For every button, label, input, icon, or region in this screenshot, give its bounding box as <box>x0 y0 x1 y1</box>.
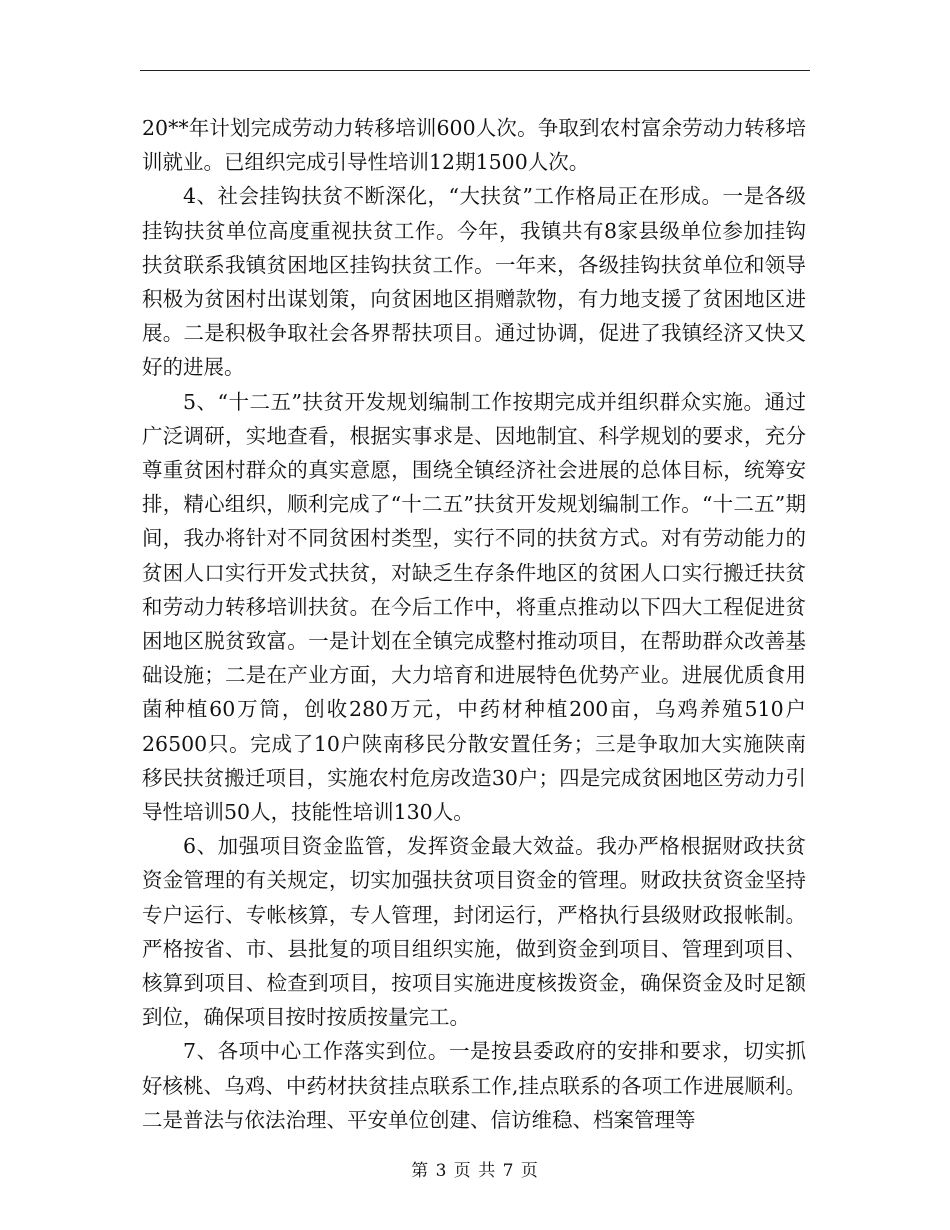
paragraph-6: 6、加强项目资金监管，发挥资金最大效益。我办严格根据财政扶贫资金管理的有关规定，切实加强扶贫项目资金的管理。财政扶贫资金坚持专户运行、专帐核算，专人管理，封闭运行，严格执行县级财政报帐制。严格按省、市、县批复的项目组织实施，做到资金到项目、管理到项目、核算到项目、检查到项目，按项目实施进度核拨资金，确保资金及时足额到位，确保项目按时按质按量完工。 <box>142 834 806 1030</box>
document-body <box>142 111 806 1137</box>
paragraph-5: 5、“十二五”扶贫开发规划编制工作按期完成并组织群众实施。通过广泛调研，实地查看，根据实事求是、因地制宜、科学规划的要求，充分尊重贫困村群众的真实意愿，围绕全镇经济社会进展的总体目标，统筹安排，精心组织，顺利完成了“十二五”扶贫开发规划编制工作。“十二五”期间，我办将针对不同贫困村类型，实行不同的扶贫方式。对有劳动能力的贫困人口实行开发式扶贫，对缺乏生存条件地区的贫困人口实行搬迁扶贫和劳动力转移培训扶贫。在今后工作中，将重点推动以下四大工程促进贫困地区脱贫致富。一是计划在全镇完成整村推动项目，在帮助群众改善基础设施；二是在产业方面，大力培育和进展特色优势产业。进展优质食用菌种植60万筒，创收280万元，中药材种植200亩，乌鸡养殖510户26500只。完成了10户陕南移民分散安置任务；三是争取加大实施陕南移民扶贫搬迁项目，实施农村危房改造30户；四是完成贫困地区劳动力引导性培训50人，技能性培训130人。 <box>142 389 806 825</box>
paragraph-continued: 20**年计划完成劳动力转移培训600人次。争取到农村富余劳动力转移培训就业。已组织完成引导性培训12期1500人次。 <box>142 116 806 175</box>
header-rule <box>140 70 810 71</box>
paragraph-4: 4、社会挂钩扶贫不断深化，“大扶贫”工作格局正在形成。一是各级挂钩扶贫单位高度重视扶贫工作。今年，我镇共有8家县级单位参加挂钩扶贫联系我镇贫困地区挂钩扶贫工作。一年来，各级挂钩扶贫单位和领导积极为贫困村出谋划策，向贫困地区捐赠款物，有力地支援了贫困地区进展。二是积极争取社会各界帮扶项目。通过协调，促进了我镇经济又快又好的进展。 <box>142 184 806 380</box>
paragraph-7: 7、各项中心工作落实到位。一是按县委政府的安排和要求，切实抓好核桃、乌鸡、中药材扶贫挂点联系工作,挂点联系的各项工作进展顺利。二是普法与依法治理、平安单位创建、信访维稳、档案管理等 <box>142 1039 806 1132</box>
page-footer: 第 3 页 共 7 页 <box>411 1161 539 1181</box>
